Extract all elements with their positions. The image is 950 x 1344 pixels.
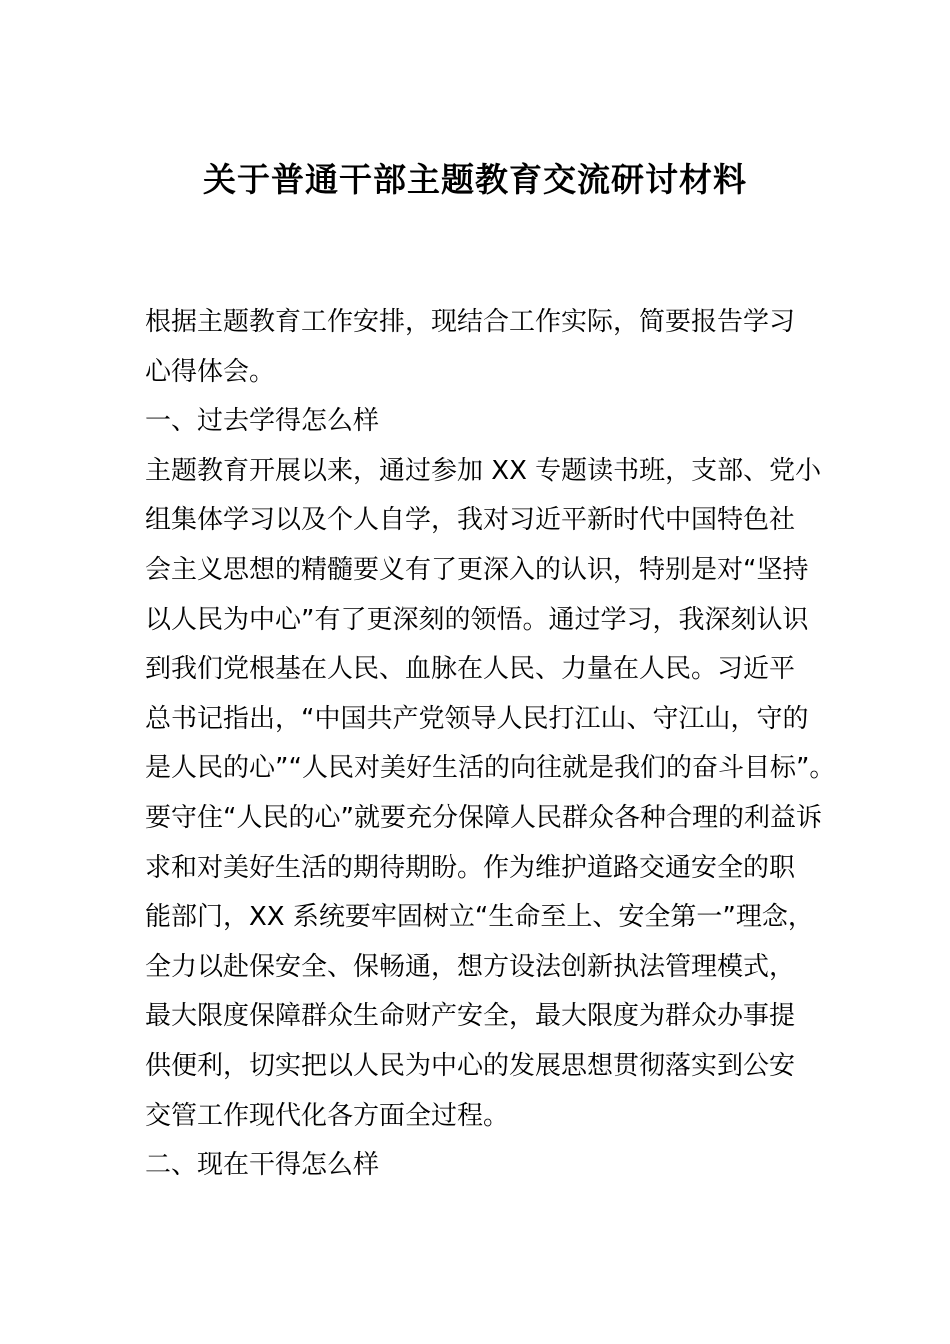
paragraph-line: 全力以赴保安全、保畅通，想方设法创新执法管理模式， — [145, 951, 796, 982]
paragraph-line: 组集体学习以及个人自学，我对习近平新时代中国特色社 — [145, 505, 796, 536]
paragraph-line: 求和对美好生活的期待期盼。作为维护道路交通安全的职 — [145, 852, 796, 883]
paragraph-line: 总书记指出，“中国共产党领导人民打江山、守江山，守的 — [145, 703, 809, 734]
section-heading: 二、现在干得怎么样 — [145, 1150, 380, 1181]
paragraph-line: 根据主题教育工作安排，现结合工作实际，简要报告学习 — [145, 307, 796, 337]
paragraph-line: 供便利，切实把以人民为中心的发展思想贯彻落实到公安 — [145, 1050, 796, 1081]
paragraph-line: 会主义思想的精髓要义有了更深入的认识，特别是对“坚持 — [145, 554, 809, 585]
document-title: 关于普通干部主题教育交流研讨材料 — [203, 160, 747, 199]
paragraph-line: 到我们党根基在人民、血脉在人民、力量在人民。习近平 — [145, 654, 796, 685]
paragraph-line: 最大限度保障群众生命财产安全，最大限度为群众办事提 — [145, 1001, 796, 1032]
paragraph-line: 是人民的心”“人民对美好生活的向往就是我们的奋斗目标”。 — [145, 753, 836, 784]
paragraph-line: 能部门，XX 系统要牢固树立“生命至上、安全第一”理念， — [145, 902, 814, 933]
paragraph-line: 心得体会。 — [145, 356, 276, 387]
document-body — [145, 298, 836, 1191]
paragraph-line: 交管工作现代化各方面全过程。 — [145, 1100, 510, 1131]
paragraph-line: 以人民为中心”有了更深刻的领悟。通过学习，我深刻认识 — [145, 604, 809, 635]
section-heading: 一、过去学得怎么样 — [145, 406, 380, 437]
paragraph-line: 主题教育开展以来，通过参加 XX 专题读书班，支部、党小 — [145, 455, 822, 486]
paragraph-line: 要守住“人民的心”就要充分保障人民群众各种合理的利益诉 — [145, 802, 822, 833]
